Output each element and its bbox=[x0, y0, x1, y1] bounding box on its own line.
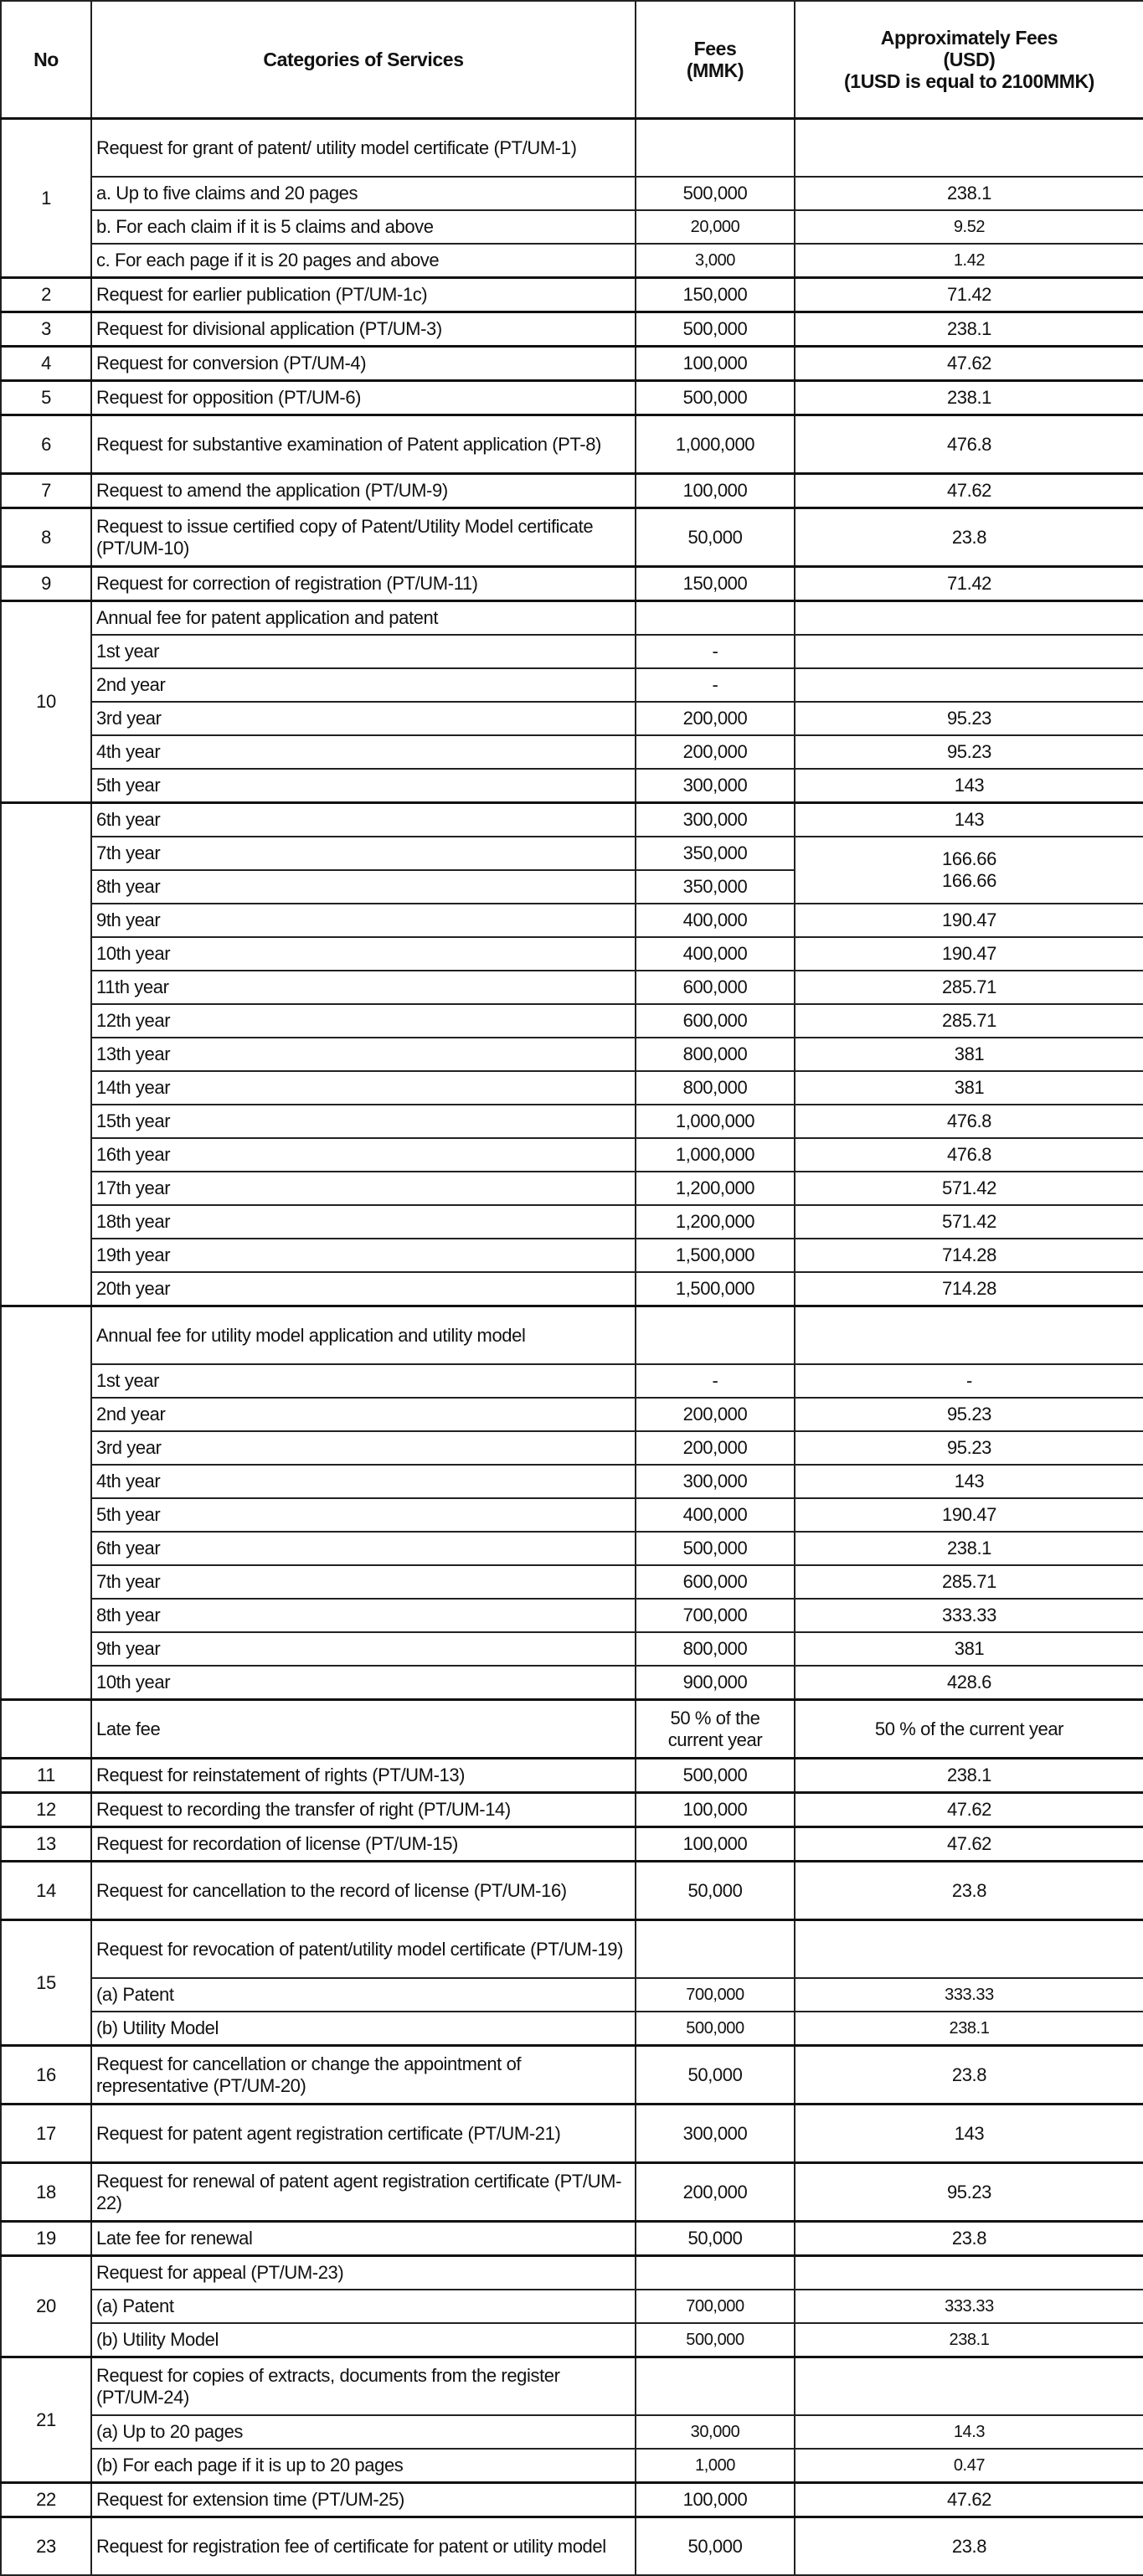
table-header-row bbox=[1, 1, 1143, 119]
fee-usd-cell: 238.1 bbox=[795, 1759, 1143, 1793]
table-row bbox=[1, 2483, 1143, 2517]
row-number: 17 bbox=[1, 2105, 91, 2163]
row-number bbox=[1, 1700, 91, 1759]
service-cell: 1st year bbox=[91, 635, 636, 668]
service-cell: 4th year bbox=[91, 1465, 636, 1498]
fee-usd-cell: 238.1 bbox=[795, 1532, 1143, 1565]
fee-usd-cell bbox=[795, 1920, 1143, 1979]
fee-mmk-cell: 100,000 bbox=[636, 347, 795, 381]
service-cell: 3rd year bbox=[91, 702, 636, 735]
fee-usd-cell: 71.42 bbox=[795, 278, 1143, 312]
fee-usd-cell: 47.62 bbox=[795, 1827, 1143, 1862]
fee-usd-cell: 0.47 bbox=[795, 2449, 1143, 2483]
service-cell: 9th year bbox=[91, 1632, 636, 1666]
table-row bbox=[1, 769, 1143, 803]
service-cell: 4th year bbox=[91, 735, 636, 769]
table-row bbox=[1, 1398, 1143, 1431]
service-cell: 3rd year bbox=[91, 1431, 636, 1465]
fee-usd-cell bbox=[795, 119, 1143, 178]
service-cell: 20th year bbox=[91, 1272, 636, 1306]
fee-usd-cell bbox=[795, 837, 1143, 904]
table-row bbox=[1, 1498, 1143, 1532]
header-usd-line: (USD) bbox=[943, 49, 996, 70]
fee-mmk-cell: 3,000 bbox=[636, 244, 795, 278]
row-number: 1 bbox=[1, 119, 91, 278]
fee-mmk-cell: 1,500,000 bbox=[636, 1239, 795, 1272]
table-row bbox=[1, 2256, 1143, 2290]
table-row bbox=[1, 1105, 1143, 1138]
service-cell: (a) Up to 20 pages bbox=[91, 2415, 636, 2449]
fee-usd-cell: 381 bbox=[795, 1632, 1143, 1666]
fee-usd-cell: 47.62 bbox=[795, 2483, 1143, 2517]
row-number: 18 bbox=[1, 2163, 91, 2222]
table-row bbox=[1, 1364, 1143, 1398]
service-cell: Request for grant of patent/ utility model certificate (PT/UM-1) bbox=[91, 119, 636, 178]
table-body bbox=[1, 119, 1143, 2576]
fee-usd-cell bbox=[795, 601, 1143, 636]
fee-usd-cell: 50 % of the current year bbox=[795, 1700, 1143, 1759]
table-row bbox=[1, 119, 1143, 178]
fee-usd-cell: 571.42 bbox=[795, 1172, 1143, 1205]
table-row bbox=[1, 2105, 1143, 2163]
fee-mmk-cell: 500,000 bbox=[636, 1532, 795, 1565]
fee-mmk-cell: 600,000 bbox=[636, 1565, 795, 1599]
table-row bbox=[1, 601, 1143, 636]
table-row bbox=[1, 1205, 1143, 1239]
fee-mmk-cell: 500,000 bbox=[636, 312, 795, 347]
fee-usd-cell: 23.8 bbox=[795, 1862, 1143, 1920]
fee-mmk-cell: 20,000 bbox=[636, 210, 795, 244]
service-cell: 8th year bbox=[91, 1599, 636, 1632]
fee-mmk-cell: 1,000,000 bbox=[636, 415, 795, 474]
fee-mmk-cell: 50,000 bbox=[636, 1862, 795, 1920]
table-row bbox=[1, 2290, 1143, 2323]
fee-mmk-cell bbox=[636, 2256, 795, 2290]
fee-usd-cell: 143 bbox=[795, 769, 1143, 803]
fee-mmk-cell: 300,000 bbox=[636, 803, 795, 837]
row-number: 14 bbox=[1, 1862, 91, 1920]
table-row bbox=[1, 1793, 1143, 1827]
fee-mmk-cell: 500,000 bbox=[636, 2323, 795, 2357]
service-cell: Request for substantive examination of Patent application (PT-8) bbox=[91, 415, 636, 474]
fee-mmk-cell: 1,200,000 bbox=[636, 1172, 795, 1205]
row-number: 19 bbox=[1, 2222, 91, 2256]
service-cell: 5th year bbox=[91, 1498, 636, 1532]
service-cell: 10th year bbox=[91, 937, 636, 971]
table-row bbox=[1, 1431, 1143, 1465]
fee-usd-cell: 285.71 bbox=[795, 1565, 1143, 1599]
service-cell: Late fee bbox=[91, 1700, 636, 1759]
table-row bbox=[1, 1138, 1143, 1172]
fee-usd-cell: 23.8 bbox=[795, 2046, 1143, 2105]
service-cell: Request for cancellation to the record of license (PT/UM-16) bbox=[91, 1862, 636, 1920]
fee-usd-cell: 333.33 bbox=[795, 1978, 1143, 2012]
fee-usd-cell: 1.42 bbox=[795, 244, 1143, 278]
row-number bbox=[1, 1306, 91, 1700]
fee-mmk-cell: 500,000 bbox=[636, 2012, 795, 2046]
table-row bbox=[1, 1862, 1143, 1920]
fee-mmk-cell bbox=[636, 601, 795, 636]
table-row bbox=[1, 177, 1143, 210]
table-row bbox=[1, 1465, 1143, 1498]
table-row bbox=[1, 1978, 1143, 2012]
table-row bbox=[1, 1272, 1143, 1306]
service-cell: (b) Utility Model bbox=[91, 2323, 636, 2357]
service-cell: 19th year bbox=[91, 1239, 636, 1272]
table-row bbox=[1, 837, 1143, 870]
header-usd-line: Approximately Fees bbox=[880, 27, 1058, 49]
fee-mmk-cell: 150,000 bbox=[636, 278, 795, 312]
fee-mmk-cell: 50,000 bbox=[636, 2222, 795, 2256]
table-row bbox=[1, 2357, 1143, 2416]
fee-usd-cell: 571.42 bbox=[795, 1205, 1143, 1239]
fee-usd-value: 166.66 bbox=[942, 870, 996, 891]
service-cell: 12th year bbox=[91, 1004, 636, 1038]
fee-usd-cell bbox=[795, 2357, 1143, 2416]
service-cell: Request for patent agent registration certificate (PT/UM-21) bbox=[91, 2105, 636, 2163]
fee-usd-cell: 381 bbox=[795, 1071, 1143, 1105]
table-row bbox=[1, 1565, 1143, 1599]
table-row bbox=[1, 1532, 1143, 1565]
row-number: 9 bbox=[1, 567, 91, 601]
fee-mmk-cell: 1,200,000 bbox=[636, 1205, 795, 1239]
table-row bbox=[1, 415, 1143, 474]
fee-mmk-cell: 1,500,000 bbox=[636, 1272, 795, 1306]
row-number: 13 bbox=[1, 1827, 91, 1862]
service-cell: Request to recording the transfer of right (PT/UM-14) bbox=[91, 1793, 636, 1827]
service-cell: Annual fee for utility model application and utility model bbox=[91, 1306, 636, 1365]
service-cell: Request for revocation of patent/utility model certificate (PT/UM-19) bbox=[91, 1920, 636, 1979]
fee-usd-value: 166.66 bbox=[942, 848, 996, 869]
fee-usd-cell: 238.1 bbox=[795, 2323, 1143, 2357]
fee-mmk-cell: 300,000 bbox=[636, 769, 795, 803]
fee-usd-cell bbox=[795, 1306, 1143, 1365]
service-cell: Request for recordation of license (PT/UM-15) bbox=[91, 1827, 636, 1862]
table-row bbox=[1, 1666, 1143, 1700]
fee-mmk-cell: 500,000 bbox=[636, 177, 795, 210]
service-cell: 15th year bbox=[91, 1105, 636, 1138]
fee-mmk-cell: 1,000,000 bbox=[636, 1105, 795, 1138]
fee-usd-cell: 95.23 bbox=[795, 735, 1143, 769]
service-cell: 2nd year bbox=[91, 1398, 636, 1431]
service-cell: Request for registration fee of certificate for patent or utility model bbox=[91, 2517, 636, 2576]
table-row bbox=[1, 668, 1143, 702]
service-cell: 9th year bbox=[91, 904, 636, 937]
table-row bbox=[1, 2415, 1143, 2449]
fee-usd-cell: 23.8 bbox=[795, 2517, 1143, 2576]
fee-mmk-cell: 600,000 bbox=[636, 971, 795, 1004]
fee-usd-cell: 476.8 bbox=[795, 415, 1143, 474]
table-row bbox=[1, 735, 1143, 769]
fee-mmk-cell: 50 % of the current year bbox=[636, 1700, 795, 1759]
service-cell: Request to amend the application (PT/UM-9) bbox=[91, 474, 636, 508]
fee-usd-cell: 714.28 bbox=[795, 1239, 1143, 1272]
service-cell: Request for copies of extracts, documents from the register (PT/UM-24) bbox=[91, 2357, 636, 2416]
header-mmk-line: (MMK) bbox=[686, 59, 744, 81]
service-cell: a. Up to five claims and 20 pages bbox=[91, 177, 636, 210]
fee-mmk-cell: - bbox=[636, 668, 795, 702]
fee-mmk-cell: 50,000 bbox=[636, 2517, 795, 2576]
row-number: 5 bbox=[1, 381, 91, 415]
table-row bbox=[1, 278, 1143, 312]
fee-mmk-cell: - bbox=[636, 1364, 795, 1398]
table-row bbox=[1, 508, 1143, 567]
table-row bbox=[1, 937, 1143, 971]
fee-usd-cell: 143 bbox=[795, 1465, 1143, 1498]
fee-usd-cell: 95.23 bbox=[795, 2163, 1143, 2222]
row-number: 7 bbox=[1, 474, 91, 508]
fee-usd-cell: 428.6 bbox=[795, 1666, 1143, 1700]
service-cell: 14th year bbox=[91, 1071, 636, 1105]
service-cell: Request for opposition (PT/UM-6) bbox=[91, 381, 636, 415]
service-cell: Request for divisional application (PT/UM-3) bbox=[91, 312, 636, 347]
fee-usd-cell: 714.28 bbox=[795, 1272, 1143, 1306]
fee-usd-cell: 333.33 bbox=[795, 1599, 1143, 1632]
service-cell: 7th year bbox=[91, 837, 636, 870]
table-row bbox=[1, 2163, 1143, 2222]
fee-mmk-cell: 900,000 bbox=[636, 1666, 795, 1700]
fee-mmk-cell: 400,000 bbox=[636, 1498, 795, 1532]
fee-usd-cell bbox=[795, 635, 1143, 668]
fee-mmk-cell: 600,000 bbox=[636, 1004, 795, 1038]
fee-usd-cell: 23.8 bbox=[795, 508, 1143, 567]
fee-usd-cell: 238.1 bbox=[795, 381, 1143, 415]
fee-mmk-cell: 800,000 bbox=[636, 1038, 795, 1071]
service-cell: 10th year bbox=[91, 1666, 636, 1700]
service-cell: 6th year bbox=[91, 1532, 636, 1565]
table-row bbox=[1, 2517, 1143, 2576]
service-cell: 18th year bbox=[91, 1205, 636, 1239]
table-row bbox=[1, 1306, 1143, 1365]
service-cell: Request for correction of registration (PT/UM-11) bbox=[91, 567, 636, 601]
fee-usd-cell: 381 bbox=[795, 1038, 1143, 1071]
table-row bbox=[1, 567, 1143, 601]
fee-usd-cell: 285.71 bbox=[795, 1004, 1143, 1038]
table-row bbox=[1, 971, 1143, 1004]
service-cell: Request for cancellation or change the appointment of representative (PT/UM-20) bbox=[91, 2046, 636, 2105]
service-cell: b. For each claim if it is 5 claims and above bbox=[91, 210, 636, 244]
row-number: 15 bbox=[1, 1920, 91, 2046]
fee-mmk-cell: 200,000 bbox=[636, 2163, 795, 2222]
table-row bbox=[1, 803, 1143, 837]
fee-mmk-cell bbox=[636, 2357, 795, 2416]
table-row bbox=[1, 1239, 1143, 1272]
fee-mmk-cell: 700,000 bbox=[636, 1599, 795, 1632]
row-number: 6 bbox=[1, 415, 91, 474]
table-row bbox=[1, 1038, 1143, 1071]
fee-mmk-cell: 50,000 bbox=[636, 2046, 795, 2105]
service-cell: (a) Patent bbox=[91, 1978, 636, 2012]
row-number: 10 bbox=[1, 601, 91, 803]
fee-mmk-cell: 200,000 bbox=[636, 1398, 795, 1431]
row-number: 23 bbox=[1, 2517, 91, 2576]
row-number: 2 bbox=[1, 278, 91, 312]
fee-mmk-cell: 350,000 bbox=[636, 870, 795, 904]
service-cell: 13th year bbox=[91, 1038, 636, 1071]
fee-usd-cell: 47.62 bbox=[795, 474, 1143, 508]
table-row bbox=[1, 244, 1143, 278]
fee-usd-cell: 238.1 bbox=[795, 177, 1143, 210]
service-cell: (b) For each page if it is up to 20 pages bbox=[91, 2449, 636, 2483]
row-number: 3 bbox=[1, 312, 91, 347]
service-cell: 7th year bbox=[91, 1565, 636, 1599]
fee-usd-cell: - bbox=[795, 1364, 1143, 1398]
service-cell: Request for earlier publication (PT/UM-1c) bbox=[91, 278, 636, 312]
fee-usd-cell: 14.3 bbox=[795, 2415, 1143, 2449]
service-cell: Request for reinstatement of rights (PT/UM-13) bbox=[91, 1759, 636, 1793]
table-row bbox=[1, 1759, 1143, 1793]
fee-usd-cell: 190.47 bbox=[795, 904, 1143, 937]
row-number: 8 bbox=[1, 508, 91, 567]
service-cell: c. For each page if it is 20 pages and above bbox=[91, 244, 636, 278]
table-row bbox=[1, 1632, 1143, 1666]
fee-usd-cell: 95.23 bbox=[795, 1431, 1143, 1465]
row-number: 12 bbox=[1, 1793, 91, 1827]
fee-usd-cell: 190.47 bbox=[795, 937, 1143, 971]
table-row bbox=[1, 904, 1143, 937]
fee-mmk-cell: 100,000 bbox=[636, 1793, 795, 1827]
fee-usd-cell: 95.23 bbox=[795, 702, 1143, 735]
fee-usd-cell: 143 bbox=[795, 2105, 1143, 2163]
service-cell: Request for conversion (PT/UM-4) bbox=[91, 347, 636, 381]
table-row bbox=[1, 347, 1143, 381]
header-mmk-line: Fees bbox=[693, 38, 737, 59]
row-number: 4 bbox=[1, 347, 91, 381]
table-row bbox=[1, 2323, 1143, 2357]
table-row bbox=[1, 1004, 1143, 1038]
fee-usd-cell bbox=[795, 668, 1143, 702]
fee-mmk-cell: 400,000 bbox=[636, 937, 795, 971]
row-number: 22 bbox=[1, 2483, 91, 2517]
header-service: Categories of Services bbox=[91, 1, 636, 119]
table-row bbox=[1, 1827, 1143, 1862]
table-row bbox=[1, 381, 1143, 415]
service-cell: 8th year bbox=[91, 870, 636, 904]
table-row bbox=[1, 2449, 1143, 2483]
fee-usd-cell: 71.42 bbox=[795, 567, 1143, 601]
fee-mmk-cell: 100,000 bbox=[636, 2483, 795, 2517]
fee-usd-cell bbox=[795, 2256, 1143, 2290]
fee-usd-cell: 333.33 bbox=[795, 2290, 1143, 2323]
fee-mmk-cell: 300,000 bbox=[636, 2105, 795, 2163]
service-cell: Request for appeal (PT/UM-23) bbox=[91, 2256, 636, 2290]
fee-mmk-cell: 400,000 bbox=[636, 904, 795, 937]
fee-mmk-cell: 1,000,000 bbox=[636, 1138, 795, 1172]
fee-usd-cell: 143 bbox=[795, 803, 1143, 837]
service-cell: 16th year bbox=[91, 1138, 636, 1172]
fee-mmk-cell: 200,000 bbox=[636, 735, 795, 769]
fee-usd-cell: 476.8 bbox=[795, 1138, 1143, 1172]
fee-usd-cell: 95.23 bbox=[795, 1398, 1143, 1431]
service-cell: (a) Patent bbox=[91, 2290, 636, 2323]
service-cell: 2nd year bbox=[91, 668, 636, 702]
header-usd bbox=[795, 1, 1143, 119]
header-usd-line: (1USD is equal to 2100MMK) bbox=[844, 70, 1094, 92]
fee-mmk-cell: 500,000 bbox=[636, 1759, 795, 1793]
service-cell: Late fee for renewal bbox=[91, 2222, 636, 2256]
service-cell: 17th year bbox=[91, 1172, 636, 1205]
service-cell: 5th year bbox=[91, 769, 636, 803]
fee-mmk-cell: 200,000 bbox=[636, 702, 795, 735]
table-row bbox=[1, 1920, 1143, 1979]
fee-usd-cell: 190.47 bbox=[795, 1498, 1143, 1532]
fee-mmk-cell bbox=[636, 1920, 795, 1979]
table-row bbox=[1, 1071, 1143, 1105]
fee-mmk-cell: 1,000 bbox=[636, 2449, 795, 2483]
row-number bbox=[1, 803, 91, 1306]
fee-mmk-cell bbox=[636, 1306, 795, 1365]
table-row bbox=[1, 635, 1143, 668]
fee-mmk-cell: 100,000 bbox=[636, 474, 795, 508]
fee-usd-cell: 476.8 bbox=[795, 1105, 1143, 1138]
fee-mmk-cell: 800,000 bbox=[636, 1071, 795, 1105]
fee-usd-cell: 238.1 bbox=[795, 312, 1143, 347]
header-mmk bbox=[636, 1, 795, 119]
table-row bbox=[1, 312, 1143, 347]
row-number: 11 bbox=[1, 1759, 91, 1793]
table-row bbox=[1, 1700, 1143, 1759]
fee-usd-cell: 238.1 bbox=[795, 2012, 1143, 2046]
table-row bbox=[1, 1599, 1143, 1632]
fee-mmk-cell: 700,000 bbox=[636, 2290, 795, 2323]
fee-mmk-cell: - bbox=[636, 635, 795, 668]
table-row bbox=[1, 2046, 1143, 2105]
fee-mmk-cell: 700,000 bbox=[636, 1978, 795, 2012]
service-cell: Request for renewal of patent agent registration certificate (PT/UM-22) bbox=[91, 2163, 636, 2222]
fee-mmk-cell: 50,000 bbox=[636, 508, 795, 567]
row-number: 21 bbox=[1, 2357, 91, 2483]
fee-usd-cell: 9.52 bbox=[795, 210, 1143, 244]
service-cell: Request to issue certified copy of Patent/Utility Model certificate (PT/UM-10) bbox=[91, 508, 636, 567]
fee-mmk-cell bbox=[636, 119, 795, 178]
fee-mmk-cell: 30,000 bbox=[636, 2415, 795, 2449]
service-cell: (b) Utility Model bbox=[91, 2012, 636, 2046]
fee-usd-cell: 285.71 bbox=[795, 971, 1143, 1004]
service-cell: Request for extension time (PT/UM-25) bbox=[91, 2483, 636, 2517]
fee-mmk-cell: 350,000 bbox=[636, 837, 795, 870]
table-row bbox=[1, 474, 1143, 508]
table-row bbox=[1, 1172, 1143, 1205]
service-cell: 1st year bbox=[91, 1364, 636, 1398]
fee-mmk-cell: 200,000 bbox=[636, 1431, 795, 1465]
fee-usd-cell: 47.62 bbox=[795, 1793, 1143, 1827]
row-number: 16 bbox=[1, 2046, 91, 2105]
fee-mmk-cell: 500,000 bbox=[636, 381, 795, 415]
fee-mmk-cell: 150,000 bbox=[636, 567, 795, 601]
fee-mmk-cell: 800,000 bbox=[636, 1632, 795, 1666]
fee-usd-cell: 23.8 bbox=[795, 2222, 1143, 2256]
header-no: No bbox=[1, 1, 91, 119]
service-cell: 11th year bbox=[91, 971, 636, 1004]
table-row bbox=[1, 210, 1143, 244]
table-row bbox=[1, 702, 1143, 735]
service-cell: 6th year bbox=[91, 803, 636, 837]
service-cell: Annual fee for patent application and patent bbox=[91, 601, 636, 636]
table-row bbox=[1, 2012, 1143, 2046]
table-row bbox=[1, 2222, 1143, 2256]
row-number: 20 bbox=[1, 2256, 91, 2357]
fee-usd-cell: 47.62 bbox=[795, 347, 1143, 381]
fee-mmk-cell: 300,000 bbox=[636, 1465, 795, 1498]
fee-mmk-cell: 100,000 bbox=[636, 1827, 795, 1862]
